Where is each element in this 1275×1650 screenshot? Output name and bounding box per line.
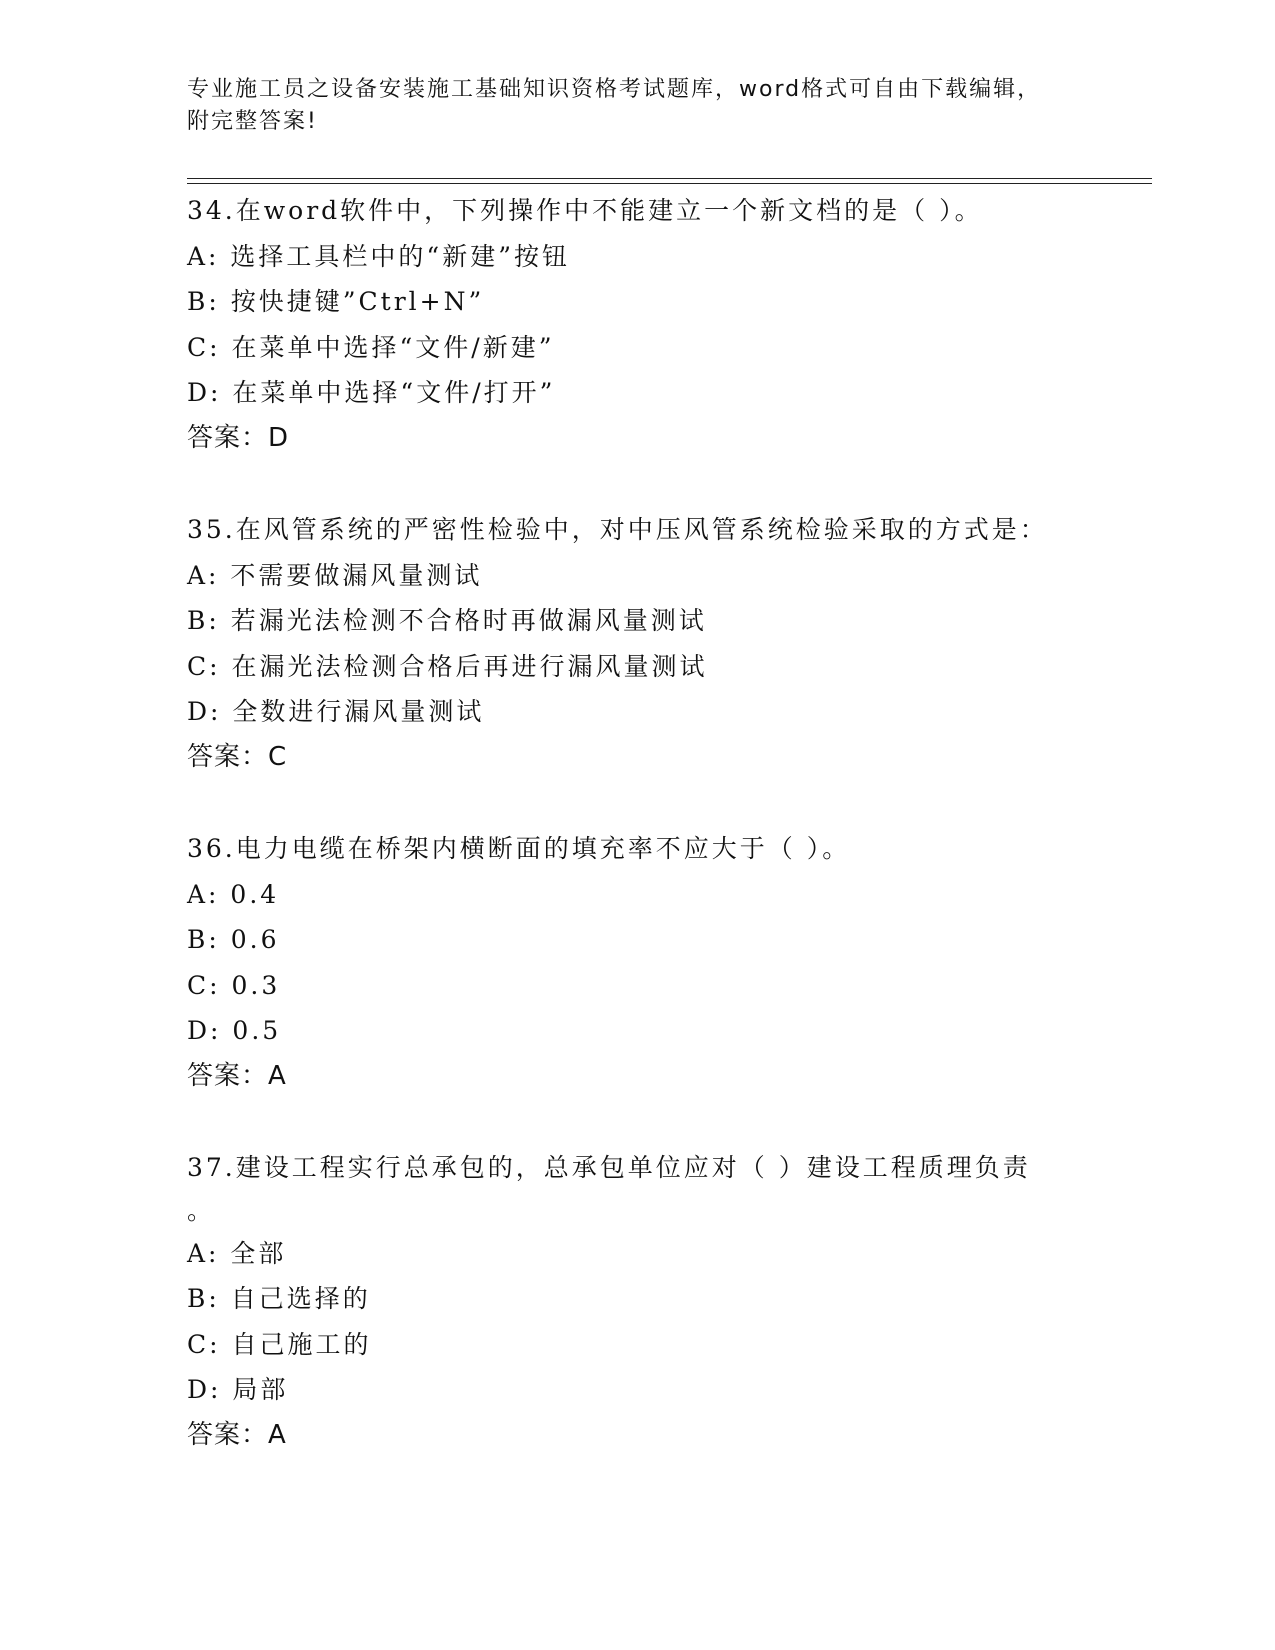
answer-label: 答案：A: [187, 1060, 287, 1091]
question-stem: 36.电力电缆在桥架内横断面的填充率不应大于（ ）。: [187, 834, 851, 863]
header-line-2: 附完整答案!: [187, 109, 318, 134]
option-b: B: 0.6: [187, 925, 280, 955]
option-c: C: 在漏光法检测合格后再进行漏风量测试: [187, 651, 708, 681]
option-b: B: 按快捷键”Ctrl+N”: [187, 287, 485, 317]
question-35: [187, 507, 1127, 781]
header-divider-bottom: [187, 183, 1152, 184]
option-d: D: 局部: [187, 1375, 289, 1405]
option-d: D: 0.5: [187, 1016, 282, 1046]
option-b: B: 若漏光法检测不合格时再做漏风量测试: [187, 606, 707, 636]
option-a: A: 全部: [187, 1238, 287, 1268]
question-stem: 35.在风管系统的严密性检验中，对中压风管系统检验采取的方式是：: [187, 515, 1048, 544]
option-c: C: 自己施工的: [187, 1329, 372, 1359]
option-c: C: 0.3: [187, 970, 281, 1000]
option-d: D: 全数进行漏风量测试: [187, 697, 485, 727]
question-stem-tail: 。: [187, 1195, 216, 1225]
document-header: [187, 74, 1087, 138]
question-stem: 37.建设工程实行总承包的，总承包单位应对（ ）建设工程质理负责: [187, 1153, 1031, 1182]
option-d: D: 在菜单中选择“文件/打开”: [187, 378, 556, 408]
question-36: [187, 826, 1127, 1100]
option-a: A: 0.4: [187, 879, 280, 909]
option-a: A: 选择工具栏中的“新建”按钮: [187, 241, 570, 271]
option-c: C: 在菜单中选择“文件/新建”: [187, 332, 555, 362]
question-stem: 34.在word软件中，下列操作中不能建立一个新文档的是（ ）。: [187, 196, 983, 225]
header-line-1: 专业施工员之设备安装施工基础知识资格考试题库，word格式可自由下载编辑，: [187, 77, 1042, 102]
option-b: B: 自己选择的: [187, 1284, 371, 1314]
answer-label: 答案：A: [187, 1419, 287, 1450]
answer-label: 答案：C: [187, 741, 288, 772]
header-divider-top: [187, 178, 1152, 179]
answer-label: 答案：D: [187, 422, 290, 453]
question-37: [187, 1145, 1127, 1459]
question-34: [187, 188, 1127, 462]
option-a: A: 不需要做漏风量测试: [187, 560, 483, 590]
